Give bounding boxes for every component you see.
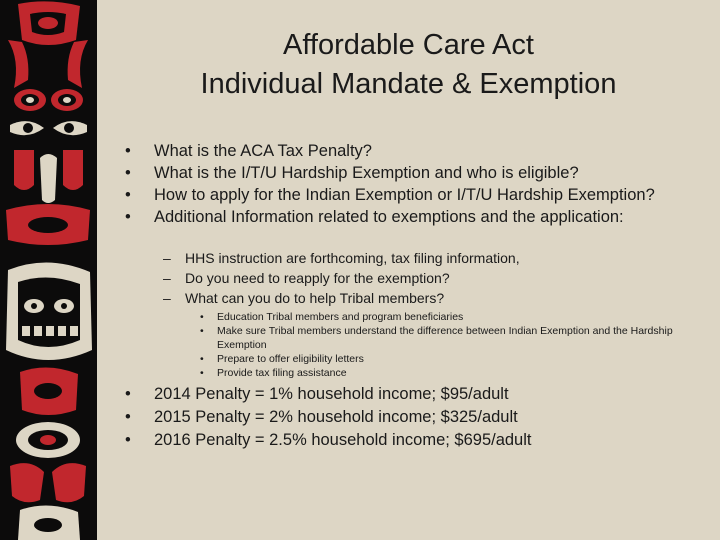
sub-sub-bullet-item: • Prepare to offer eligibility letters [200, 352, 680, 366]
bullet-item: • Additional Information related to exemptions and the application: [117, 206, 707, 228]
penalty-item: • 2015 Penalty = 2% household income; $325/adult [117, 406, 707, 429]
title-line-1: Affordable Care Act [283, 29, 534, 61]
sub-sub-bullet-item: • Education Tribal members and program beneficiaries [200, 310, 680, 324]
penalty-item: • 2014 Penalty = 1% household income; $95/adult [117, 383, 707, 406]
bullet-item: • How to apply for the Indian Exemption or I/T/U Hardship Exemption? [117, 184, 707, 206]
sub-bullet-item: – Do you need to reapply for the exemption? [163, 268, 703, 288]
sub-bullet-item: – HHS instruction are forthcoming, tax filing information, [163, 248, 703, 268]
title-line-2: Individual Mandate & Exemption [200, 68, 617, 100]
left-art-band [0, 0, 97, 540]
sub-sub-bullet-item: • Make sure Tribal members understand the difference between Indian Exemption and the Hardship Exemption [200, 324, 680, 352]
main-bullet-list [117, 140, 707, 228]
sub-sub-bullet-item: • Provide tax filing assistance [200, 366, 680, 380]
northwest-coast-formline-art-icon [0, 0, 97, 540]
bullet-item: • What is the I/T/U Hardship Exemption and who is eligible? [117, 162, 707, 184]
sub-bullet-item: – What can you do to help Tribal members? [163, 288, 703, 308]
sub-sub-bullet-list [200, 310, 680, 380]
slide-content [97, 0, 720, 540]
slide-title [97, 26, 720, 104]
penalty-item: • 2016 Penalty = 2.5% household income; $695/adult [117, 429, 707, 452]
sub-bullet-list [163, 248, 703, 308]
penalty-bullet-list [117, 383, 707, 452]
bullet-item: • What is the ACA Tax Penalty? [117, 140, 707, 162]
